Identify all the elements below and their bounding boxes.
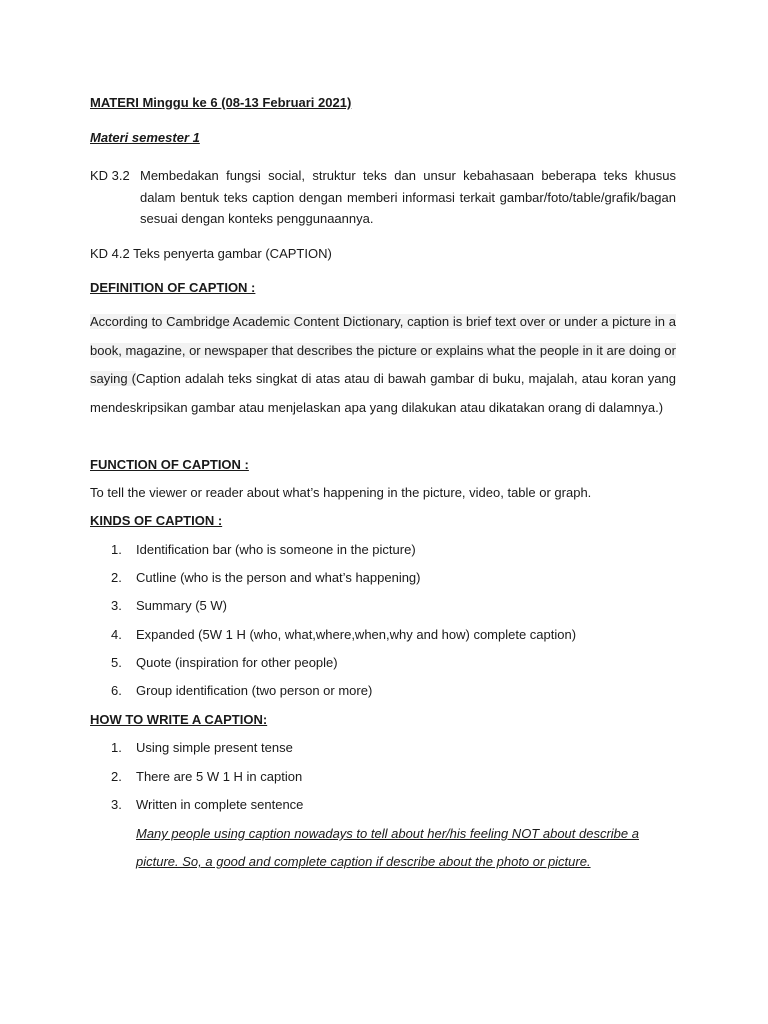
list-item: 3. Written in complete sentence — [111, 797, 304, 812]
definition-paragraph — [90, 308, 676, 422]
list-item: 1. Using simple present tense — [111, 740, 293, 755]
caption-note: Many people using caption nowadays to tell about her/his feeling NOT about describe a picture. So, a good and complete caption if describe about the photo or picture. — [136, 826, 639, 869]
kd-3-2-block — [90, 165, 676, 230]
kinds-heading: KINDS OF CAPTION : — [90, 513, 223, 528]
list-item: 2. There are 5 W 1 H in caption — [111, 769, 303, 784]
kd-3-2-code: KD 3.2 — [90, 168, 130, 183]
howto-heading: HOW TO WRITE A CAPTION: — [90, 712, 268, 727]
page-subtitle: Materi semester 1 — [90, 130, 200, 145]
list-item: 5. Quote (inspiration for other people) — [111, 655, 338, 670]
page-title: MATERI Minggu ke 6 (08-13 Februari 2021) — [90, 95, 352, 110]
list-item: 4. Expanded (5W 1 H (who, what,where,when,why and how) complete caption) — [111, 627, 577, 642]
list-item: 2. Cutline (who is the person and what’s happening) — [111, 570, 421, 585]
list-item: 1. Identification bar (who is someone in the picture) — [111, 542, 416, 557]
definition-heading: DEFINITION OF CAPTION : — [90, 280, 256, 295]
function-heading: FUNCTION OF CAPTION : — [90, 457, 249, 472]
function-body: To tell the viewer or reader about what’s happening in the picture, video, table or graph. — [90, 485, 592, 500]
definition-english: According to Cambridge Academic Content Dictionary, caption is brief text over or under a picture in a book, magazine, or newspaper that describes the picture or explains what the people in it are doing or saying ( — [90, 314, 676, 386]
list-item: 6. Group identification (two person or more) — [111, 683, 373, 698]
definition-indonesian: Caption adalah teks singkat di atas atau di bawah gambar di buku, majalah, atau koran yang mendeskripsikan gambar atau menjelaskan apa yang dilakukan atau dikatakan orang di dalamnya.) — [90, 371, 676, 415]
list-item: 3. Summary (5 W) — [111, 598, 227, 613]
kd-4-2-line: KD 4.2 Teks penyerta gambar (CAPTION) — [90, 246, 332, 261]
kd-3-2-text: Membedakan fungsi social, struktur teks dan unsur kebahasaan beberapa teks khusus dalam bentuk teks caption dengan memberi informasi terkait gambar/foto/table/grafik/bagan sesuai dengan konteks penggunaannya. — [140, 168, 676, 226]
